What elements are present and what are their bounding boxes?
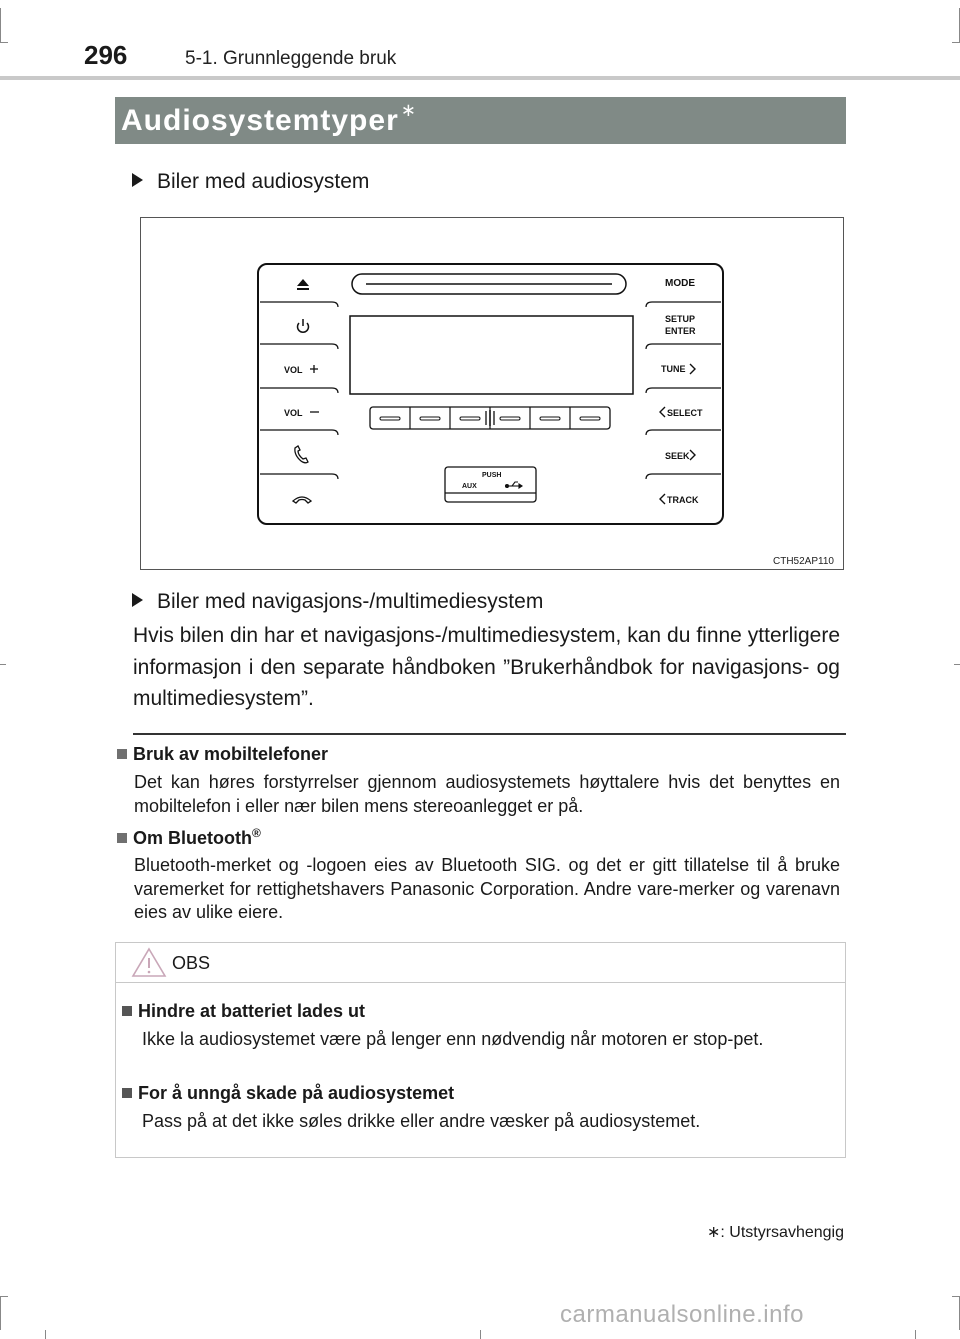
caution-heading-text: Hindre at batteriet lades ut: [138, 1001, 366, 1021]
watermark: carmanualsonline.info: [560, 1301, 804, 1328]
footnote: [700, 1222, 844, 1242]
select-button[interactable]: [660, 407, 703, 418]
square-bullet-icon: [117, 749, 127, 759]
chapter-title: 5-1. Grunnleggende bruk: [185, 48, 397, 69]
setup-button[interactable]: SETUP: [665, 314, 696, 324]
vol-plus-label: VOL: [284, 365, 303, 375]
caution-text: Pass på at det ikke søles drikke eller andre væsker på audiosystemet.: [142, 1111, 701, 1131]
note-text: Bluetooth-merket og -logoen eies av Bluetooth SIG. og det er gitt tillatelse til å bruke varemerket for rettighetshavers Panasonic Corporation. Andre vare-merker og varenavn eies av ulike eiere.: [134, 855, 840, 922]
crop-mark: [0, 42, 8, 43]
list-item-label: Biler med audiosystem: [157, 170, 370, 193]
caution-label: OBS: [172, 953, 211, 973]
note-heading: [117, 744, 328, 765]
square-bullet-icon: [122, 1006, 132, 1016]
usb-aux-port[interactable]: [445, 467, 536, 502]
header-rule: [0, 76, 960, 80]
mode-button[interactable]: MODE: [665, 278, 695, 289]
square-bullet-icon: [117, 833, 127, 843]
preset-buttons[interactable]: [370, 407, 610, 429]
square-bullet-icon: [122, 1088, 132, 1098]
caution-heading-text: For å unngå skade på audiosystemet: [138, 1083, 455, 1103]
caution-heading: [122, 1001, 365, 1022]
caution-heading: [122, 1083, 454, 1104]
section-title-text: Audiosystemtyper: [121, 104, 399, 137]
usb-push-label: PUSH: [482, 472, 502, 479]
crop-mark: [0, 1296, 1, 1330]
usb-aux-label: AUX: [462, 483, 477, 490]
tune-label: TUNE: [661, 364, 686, 374]
page-number: 296: [84, 40, 128, 70]
note-heading-text: Om Bluetooth: [133, 828, 252, 848]
note-heading: [117, 826, 261, 849]
vol-minus-label: VOL: [284, 408, 303, 418]
note-text: Det kan høres forstyrrelser gjennom audiosystemets høyttalere hvis det benyttes en mobiltelefon i eller nær bilen mens stereoanlegget er på.: [134, 772, 840, 816]
footnote-text: : Utstyrsavhengig: [720, 1224, 844, 1241]
warning-triangle-icon: [131, 946, 167, 978]
audio-panel-illustration: [140, 217, 844, 570]
crop-mark: [0, 664, 6, 665]
enter-button[interactable]: ENTER: [665, 326, 696, 336]
section-divider: [133, 733, 846, 735]
caution-text: Ikke la audiosystemet være på lenger enn nødvendig når motoren er stop-pet.: [142, 1029, 764, 1049]
list-item: [132, 590, 543, 614]
crop-mark: [915, 1330, 916, 1339]
footnote-marker: ∗: [706, 1224, 721, 1241]
equipment-marker: ∗: [400, 100, 417, 120]
list-item: [132, 170, 369, 194]
display-screen: [350, 316, 633, 394]
crop-mark: [0, 1296, 8, 1297]
crop-mark: [45, 1330, 46, 1339]
crop-mark: [954, 664, 960, 665]
caution-separator: [115, 982, 846, 983]
note-heading-text: Bruk av mobiltelefoner: [133, 744, 329, 764]
select-label: SELECT: [667, 408, 703, 418]
list-item-label: Biler med navigasjons-/multimediesystem: [157, 590, 544, 613]
track-label: TRACK: [667, 495, 699, 505]
body-paragraph: Hvis bilen din har et navigasjons-/multimediesystem, kan du finne ytterligere informasjon i den separate håndboken ”Brukerhåndbok for navigasjons- og multimediesystem”.: [133, 624, 840, 710]
section-title: [121, 100, 417, 138]
crop-mark: [952, 42, 960, 43]
registered-mark: ®: [252, 826, 261, 840]
triangle-bullet-icon: [132, 173, 143, 187]
triangle-bullet-icon: [132, 593, 143, 607]
figure-code: CTH52AP110: [773, 556, 834, 567]
seek-label: SEEK: [665, 451, 690, 461]
crop-mark: [0, 8, 1, 42]
crop-mark: [952, 1296, 960, 1297]
crop-mark: [480, 1330, 481, 1339]
